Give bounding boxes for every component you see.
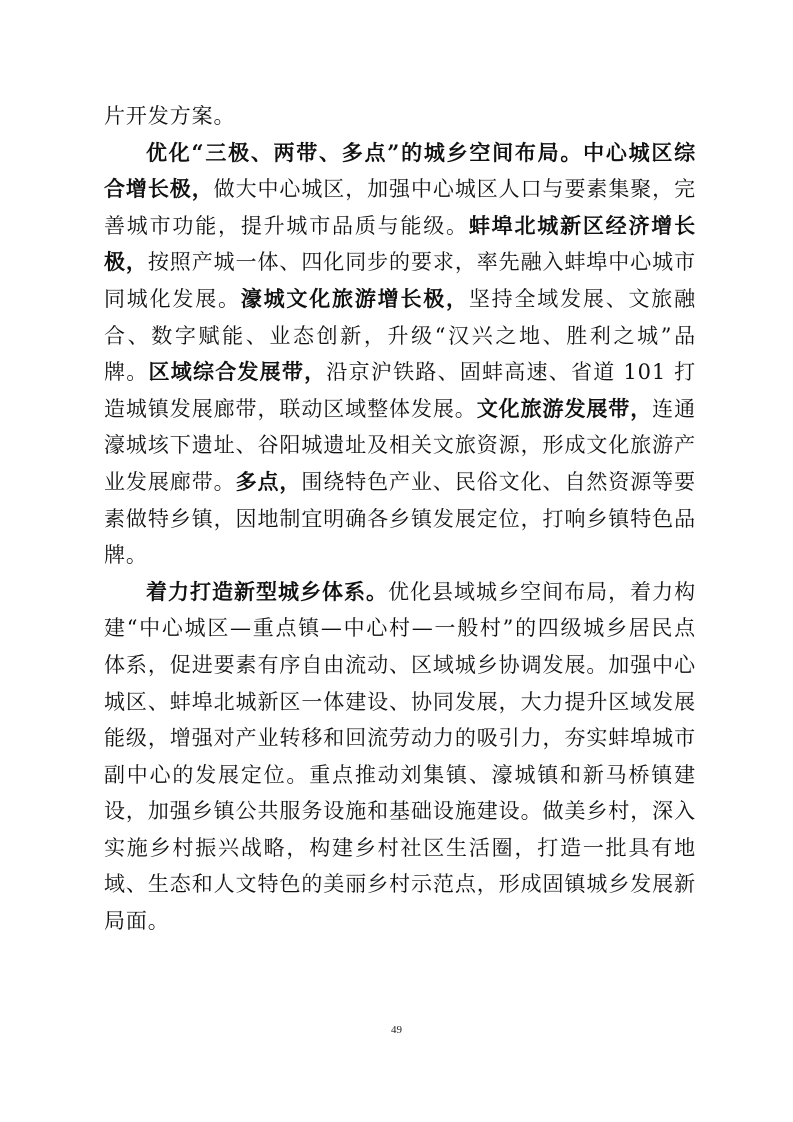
paragraph-text: 优化县域城乡空间布局，着力构建“中心城区—重点镇—中心村—一般村”的四级城乡居民点体系，促进要素有序自由流动、区域城乡协调发展。加强中心城区、蚌埠北城新区一体建设、协同发展，大力提升区域发展能级，增强对产业转移和回流劳动力的吸引力，夯实蚌埠城市副中心的发展定位。重点推动刘集镇、濠城镇和新马桥镇建设，加强乡镇公共服务设施和基础设施建设。做美乡村，深入实施乡村振兴战略，构建乡村社区生活圈，打造一批具有地域、生态和人文特色的美丽乡村示范点，形成固镇城乡发展新局面。 [104, 579, 696, 934]
bold-term: 中心城区综合增长极， [104, 139, 696, 202]
paragraph-text: 围绕特色产业、民俗文化、自然资源等要素做特乡镇，因地制宜明确各乡镇发展定位，打响乡镇特色品牌。 [104, 469, 696, 568]
paragraph-continuation [104, 98, 696, 135]
bold-term: 濠城文化旅游增长极， [240, 285, 469, 311]
paragraph-heading: 优化“三极、两带、多点”的城乡空间布局。 [146, 139, 584, 165]
paragraph-text: 沿京沪铁路、固蚌高速、省道 101 打造城镇发展廊带，联动区域整体发展。 [104, 360, 696, 421]
paragraph-text: 坚持全域发展、文旅融合、数字赋能、业态创新，升级“汉兴之地、胜利之城”品牌。 [104, 286, 697, 385]
paragraph-text: 按照产城一体、四化同步的要求，率先融入蚌埠中心城市同城化发展。 [104, 250, 696, 311]
bold-term: 多点， [235, 468, 302, 494]
page-number: 49 [391, 1024, 402, 1036]
bold-term: 蚌埠北城新区经济增长极， [104, 212, 696, 275]
paragraph-text: 片开发方案。 [104, 104, 236, 128]
bold-term: 区域综合发展带， [148, 359, 327, 385]
paragraph-text: 连通濠城垓下遗址、谷阳城遗址及相关文旅资源，形成文化旅游产业发展廊带。 [104, 396, 696, 494]
body-text [104, 98, 696, 940]
bold-term: 文化旅游发展带， [476, 395, 653, 421]
paragraph-urban-rural-system [104, 574, 696, 940]
paragraph-text: 做大中心城区，加强中心城区人口与要素集聚，完善城市功能，提升城市品质与能级。 [104, 177, 696, 238]
paragraph-heading: 着力打造新型城乡体系。 [146, 578, 389, 604]
paragraph-spatial-layout [104, 135, 696, 574]
